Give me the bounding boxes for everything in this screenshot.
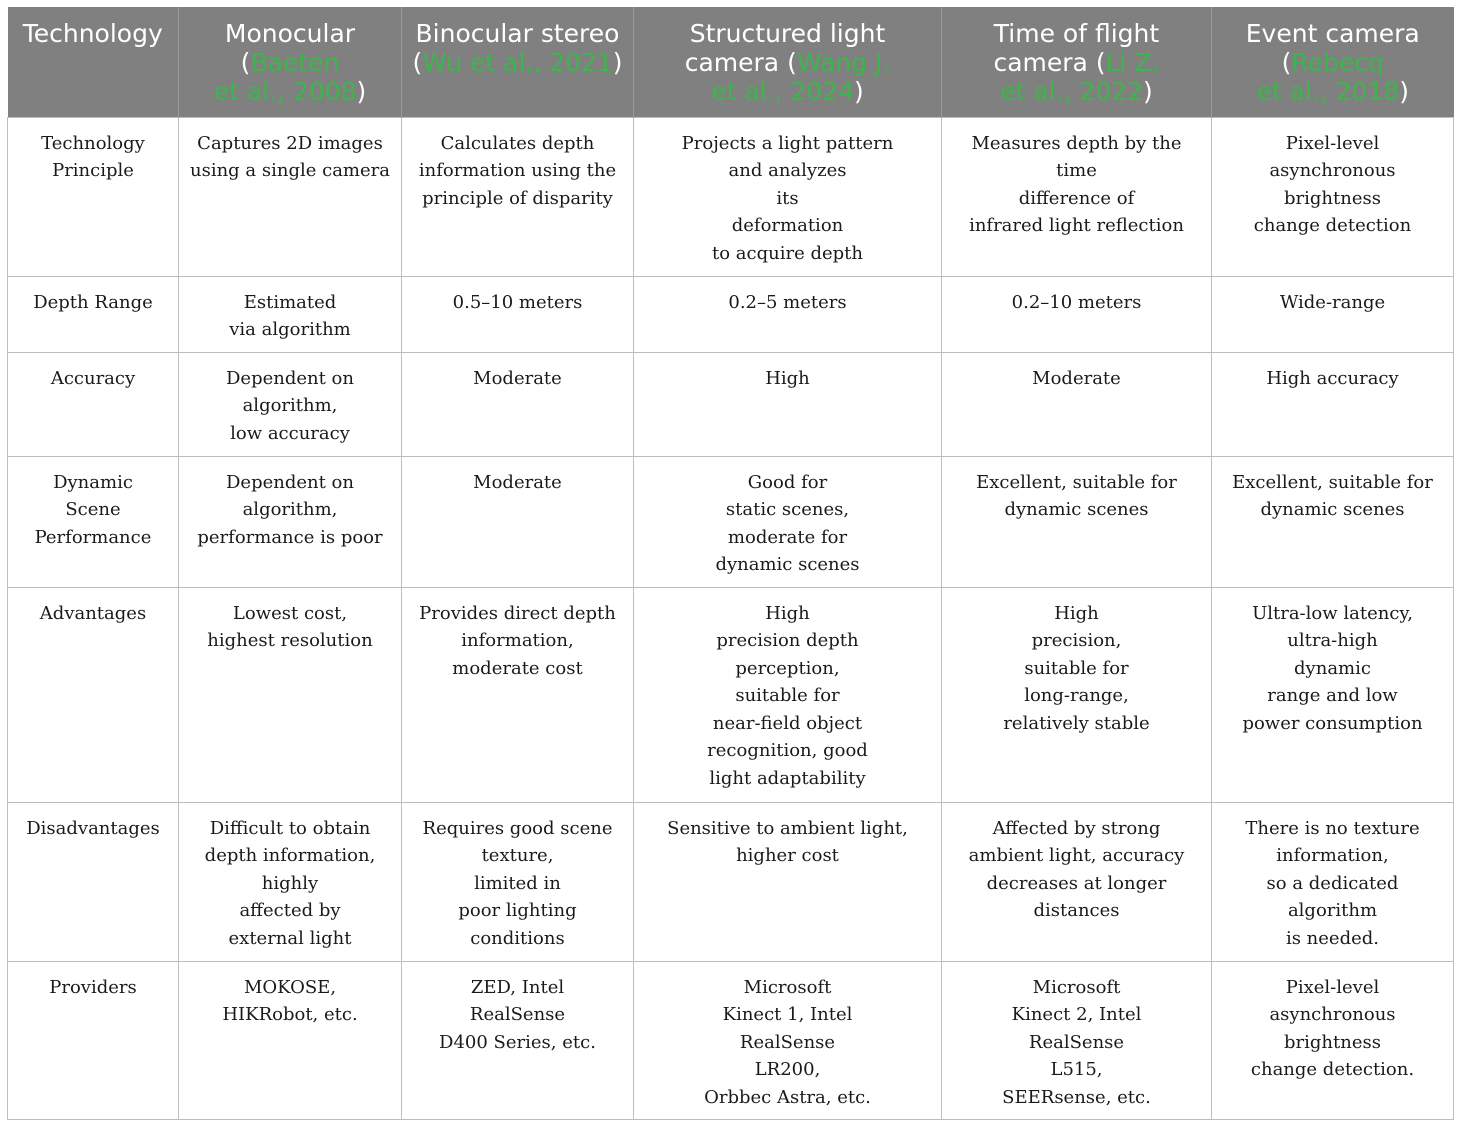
cell-line: dynamic scenes bbox=[1260, 499, 1405, 521]
cell-line: Ultra-low latency, bbox=[1252, 602, 1413, 624]
row-header-cell bbox=[8, 117, 179, 276]
cell-line: brightness bbox=[1284, 1031, 1381, 1053]
cell-line: RealSense bbox=[469, 1004, 566, 1026]
header-text: ) bbox=[1143, 77, 1153, 106]
header-text: ) bbox=[1399, 77, 1410, 106]
citation-link[interactable]: Wu et al., 2021 bbox=[422, 48, 613, 77]
cell-line: 0.5–10 meters bbox=[452, 291, 583, 313]
cell-line: precision, bbox=[1031, 630, 1122, 652]
cell-line: performance is poor bbox=[197, 526, 383, 548]
table-cell bbox=[402, 117, 634, 276]
table-row bbox=[8, 961, 1454, 1119]
cell-line: decreases at longer distances bbox=[986, 872, 1167, 922]
cell-line: highest resolution bbox=[207, 630, 373, 652]
cell-line: Moderate bbox=[1032, 367, 1121, 389]
table-cell bbox=[634, 587, 942, 802]
cell-line: High bbox=[765, 602, 810, 624]
cell-line: LR200, bbox=[754, 1059, 821, 1081]
cell-line: limited in bbox=[474, 872, 561, 894]
cell-line: difference of bbox=[1018, 187, 1135, 209]
header-line bbox=[950, 77, 1203, 106]
cell-line: Excellent, suitable for bbox=[976, 471, 1177, 493]
header-text: ( bbox=[240, 48, 251, 77]
header-line bbox=[187, 77, 393, 106]
cell-line: texture, bbox=[481, 845, 554, 867]
citation-link[interactable]: Baeten bbox=[250, 48, 340, 77]
cell-line: change detection. bbox=[1250, 1059, 1415, 1081]
cell-line: There is no texture bbox=[1245, 817, 1420, 839]
table-cell bbox=[179, 276, 402, 352]
column-header bbox=[1212, 7, 1454, 117]
cell-line: algorithm, bbox=[242, 499, 338, 521]
cell-line: moderate for bbox=[727, 526, 848, 548]
header-line bbox=[187, 19, 393, 48]
row-header-cell bbox=[8, 352, 179, 456]
cell-line: SEERsense, etc. bbox=[1002, 1086, 1151, 1108]
header-text: Technology bbox=[22, 19, 163, 48]
header-line bbox=[642, 19, 933, 48]
cell-line: near-field object bbox=[712, 712, 863, 734]
cell-line: Dependent on bbox=[225, 367, 354, 389]
depth-camera-comparison-table bbox=[7, 7, 1454, 1120]
cell-line: dynamic scenes bbox=[715, 554, 860, 576]
citation-link[interactable]: et al., 2022 bbox=[1000, 77, 1144, 106]
header-text: Event camera bbox=[1245, 19, 1420, 48]
cell-line: dynamic scenes bbox=[1004, 499, 1149, 521]
table-cell bbox=[1212, 117, 1454, 276]
row-header-cell bbox=[8, 276, 179, 352]
table-cell bbox=[942, 802, 1212, 961]
cell-line: MOKOSE, bbox=[243, 976, 337, 998]
cell-line: low accuracy bbox=[230, 422, 350, 444]
cell-line: highly bbox=[261, 872, 319, 894]
header-text: Monocular bbox=[224, 19, 356, 48]
cell-line: depth information, bbox=[204, 845, 376, 867]
table-row bbox=[8, 117, 1454, 276]
header-line bbox=[187, 48, 393, 77]
cell-line: information, bbox=[461, 630, 574, 652]
table-cell bbox=[942, 587, 1212, 802]
row-header-line: Providers bbox=[49, 976, 137, 998]
cell-line: using a single camera bbox=[190, 160, 390, 182]
table-cell bbox=[1212, 352, 1454, 456]
header-line bbox=[642, 48, 933, 77]
table-row bbox=[8, 802, 1454, 961]
header-text: Structured light bbox=[689, 19, 886, 48]
header-text: camera ( bbox=[993, 48, 1106, 77]
cell-line: relatively stable bbox=[1003, 712, 1150, 734]
citation-link[interactable]: Li Z. bbox=[1105, 48, 1160, 77]
table-cell bbox=[634, 352, 942, 456]
table-cell bbox=[942, 961, 1212, 1119]
column-header bbox=[402, 7, 634, 117]
cell-line: Sensitive to ambient light, bbox=[667, 817, 908, 839]
table-cell bbox=[942, 352, 1212, 456]
cell-line: Provides direct depth bbox=[419, 602, 616, 624]
cell-line: D400 Series, etc. bbox=[439, 1031, 596, 1053]
table-body bbox=[8, 117, 1454, 1119]
table-cell bbox=[634, 456, 942, 587]
cell-line: Pixel-level asynchronous bbox=[1269, 132, 1396, 182]
cell-line: higher cost bbox=[736, 845, 839, 867]
row-header-line: Dynamic bbox=[53, 471, 133, 493]
cell-line: perception, bbox=[735, 657, 840, 679]
table-row bbox=[8, 587, 1454, 802]
cell-line: precision depth bbox=[716, 630, 859, 652]
table-cell bbox=[1212, 587, 1454, 802]
table-header-row bbox=[8, 7, 1454, 117]
cell-line: Microsoft bbox=[1032, 976, 1121, 998]
cell-line: is needed. bbox=[1285, 927, 1380, 949]
citation-link[interactable]: et al., 2018 bbox=[1256, 77, 1400, 106]
cell-line: dynamic bbox=[1294, 657, 1371, 679]
table-cell bbox=[179, 587, 402, 802]
comparison-table-container bbox=[7, 7, 1453, 1120]
row-header-line: Principle bbox=[52, 160, 134, 182]
cell-line: 0.2–10 meters bbox=[1011, 291, 1142, 313]
cell-line: static scenes, bbox=[725, 499, 850, 521]
table-row bbox=[8, 276, 1454, 352]
citation-link[interactable]: et al., 2008 bbox=[213, 77, 357, 106]
table-cell bbox=[402, 276, 634, 352]
cell-line: principle of disparity bbox=[422, 187, 613, 209]
row-header-cell bbox=[8, 802, 179, 961]
table-cell bbox=[179, 802, 402, 961]
row-header-line: Technology bbox=[41, 132, 145, 154]
header-text: ) bbox=[356, 77, 367, 106]
cell-line: Estimated bbox=[243, 291, 337, 313]
table-cell bbox=[1212, 961, 1454, 1119]
header-text: ) bbox=[854, 77, 864, 106]
header-text: Time of flight bbox=[993, 19, 1160, 48]
header-line bbox=[410, 48, 625, 77]
cell-line: Calculates depth bbox=[440, 132, 595, 154]
cell-line: affected by bbox=[239, 900, 341, 922]
cell-line: infrared light reflection bbox=[969, 215, 1184, 237]
cell-line: High accuracy bbox=[1266, 367, 1399, 389]
header-text: ( bbox=[412, 48, 423, 77]
table-cell bbox=[179, 961, 402, 1119]
row-header-line: Scene bbox=[65, 499, 121, 521]
cell-line: algorithm, bbox=[242, 395, 338, 417]
row-header-line: Depth Range bbox=[33, 291, 153, 313]
table-cell bbox=[402, 802, 634, 961]
citation-link[interactable]: Rebecq bbox=[1291, 48, 1384, 77]
cell-line: Moderate bbox=[473, 471, 562, 493]
column-header bbox=[942, 7, 1212, 117]
cell-line: RealSense bbox=[1028, 1031, 1125, 1053]
table-cell bbox=[634, 961, 942, 1119]
cell-line: Good for bbox=[747, 471, 828, 493]
header-text: ) bbox=[612, 48, 623, 77]
cell-line: via algorithm bbox=[229, 319, 351, 341]
cell-line: external light bbox=[228, 927, 352, 949]
column-header bbox=[8, 7, 179, 117]
cell-line: Excellent, suitable for bbox=[1232, 471, 1433, 493]
table-cell bbox=[634, 276, 942, 352]
table-cell bbox=[942, 276, 1212, 352]
cell-line: change detection bbox=[1253, 215, 1412, 237]
table-cell bbox=[179, 117, 402, 276]
row-header-cell bbox=[8, 961, 179, 1119]
cell-line: recognition, good bbox=[707, 740, 868, 762]
cell-line: Microsoft bbox=[743, 976, 832, 998]
table-cell bbox=[402, 352, 634, 456]
header-line bbox=[16, 19, 171, 48]
cell-line: Measures depth by the time bbox=[971, 132, 1182, 182]
header-line bbox=[950, 48, 1203, 77]
row-header-cell bbox=[8, 587, 179, 802]
table-row bbox=[8, 352, 1454, 456]
cell-line: suitable for bbox=[735, 685, 840, 707]
header-line bbox=[950, 19, 1203, 48]
cell-line: Wide-range bbox=[1279, 291, 1386, 313]
row-header-line: Accuracy bbox=[50, 367, 136, 389]
header-text: ( bbox=[1281, 48, 1292, 77]
column-header bbox=[634, 7, 942, 117]
cell-line: power consumption bbox=[1242, 712, 1423, 734]
cell-line: long-range, bbox=[1024, 685, 1129, 707]
cell-line: its bbox=[776, 187, 799, 209]
cell-line: Lowest cost, bbox=[232, 602, 348, 624]
table-cell bbox=[402, 456, 634, 587]
cell-line: Kinect 2, Intel bbox=[1011, 1004, 1142, 1026]
cell-line: Dependent on bbox=[225, 471, 354, 493]
cell-line: Captures 2D images bbox=[197, 132, 383, 154]
column-header bbox=[179, 7, 402, 117]
cell-line: information, bbox=[1276, 845, 1389, 867]
cell-line: L515, bbox=[1050, 1059, 1103, 1081]
cell-line: light adaptability bbox=[709, 768, 866, 790]
cell-line: to acquire depth bbox=[712, 242, 863, 264]
table-cell bbox=[942, 456, 1212, 587]
citation-link[interactable]: et al., 2024 bbox=[711, 77, 855, 106]
cell-line: so a dedicated algorithm bbox=[1266, 872, 1399, 922]
cell-line: deformation bbox=[731, 215, 844, 237]
header-line bbox=[410, 19, 625, 48]
header-text: Binocular stereo bbox=[415, 19, 620, 48]
cell-line: Kinect 1, Intel bbox=[722, 1004, 853, 1026]
table-cell bbox=[402, 587, 634, 802]
header-line bbox=[1220, 77, 1446, 106]
cell-line: suitable for bbox=[1024, 657, 1129, 679]
cell-line: moderate cost bbox=[452, 657, 583, 679]
cell-line: Requires good scene bbox=[422, 817, 613, 839]
cell-line: range and low bbox=[1267, 685, 1398, 707]
row-header-line: Advantages bbox=[39, 602, 147, 624]
header-line bbox=[1220, 48, 1446, 77]
table-cell bbox=[942, 117, 1212, 276]
header-line bbox=[642, 77, 933, 106]
cell-line: Moderate bbox=[473, 367, 562, 389]
cell-line: Difficult to obtain bbox=[209, 817, 371, 839]
table-cell bbox=[634, 117, 942, 276]
cell-line: information using the bbox=[418, 160, 617, 182]
cell-line: poor lighting conditions bbox=[458, 900, 577, 949]
table-cell bbox=[179, 456, 402, 587]
table-cell bbox=[179, 352, 402, 456]
header-text: camera ( bbox=[684, 48, 797, 77]
cell-line: Pixel-level asynchronous bbox=[1269, 976, 1396, 1026]
cell-line: and analyzes bbox=[728, 160, 847, 182]
cell-line: brightness bbox=[1284, 187, 1381, 209]
cell-line: HIKRobot, etc. bbox=[222, 1004, 358, 1026]
row-header-line: Performance bbox=[34, 526, 152, 548]
cell-line: Affected by strong bbox=[992, 817, 1161, 839]
table-cell bbox=[1212, 456, 1454, 587]
table-cell bbox=[402, 961, 634, 1119]
cell-line: High bbox=[765, 367, 810, 389]
table-cell bbox=[1212, 802, 1454, 961]
table-cell bbox=[1212, 276, 1454, 352]
row-header-line: Disadvantages bbox=[26, 817, 160, 839]
cell-line: 0.2–5 meters bbox=[728, 291, 847, 313]
cell-line: RealSense bbox=[739, 1031, 836, 1053]
row-header-cell bbox=[8, 456, 179, 587]
citation-link[interactable]: Wang J. bbox=[796, 48, 891, 77]
cell-line: High bbox=[1054, 602, 1099, 624]
cell-line: ZED, Intel bbox=[470, 976, 565, 998]
table-row bbox=[8, 456, 1454, 587]
header-line bbox=[1220, 19, 1446, 48]
cell-line: Orbbec Astra, etc. bbox=[704, 1086, 871, 1108]
cell-line: Projects a light pattern bbox=[681, 132, 894, 154]
cell-line: ambient light, accuracy bbox=[968, 845, 1185, 867]
cell-line: ultra-high bbox=[1287, 630, 1378, 652]
table-cell bbox=[634, 802, 942, 961]
